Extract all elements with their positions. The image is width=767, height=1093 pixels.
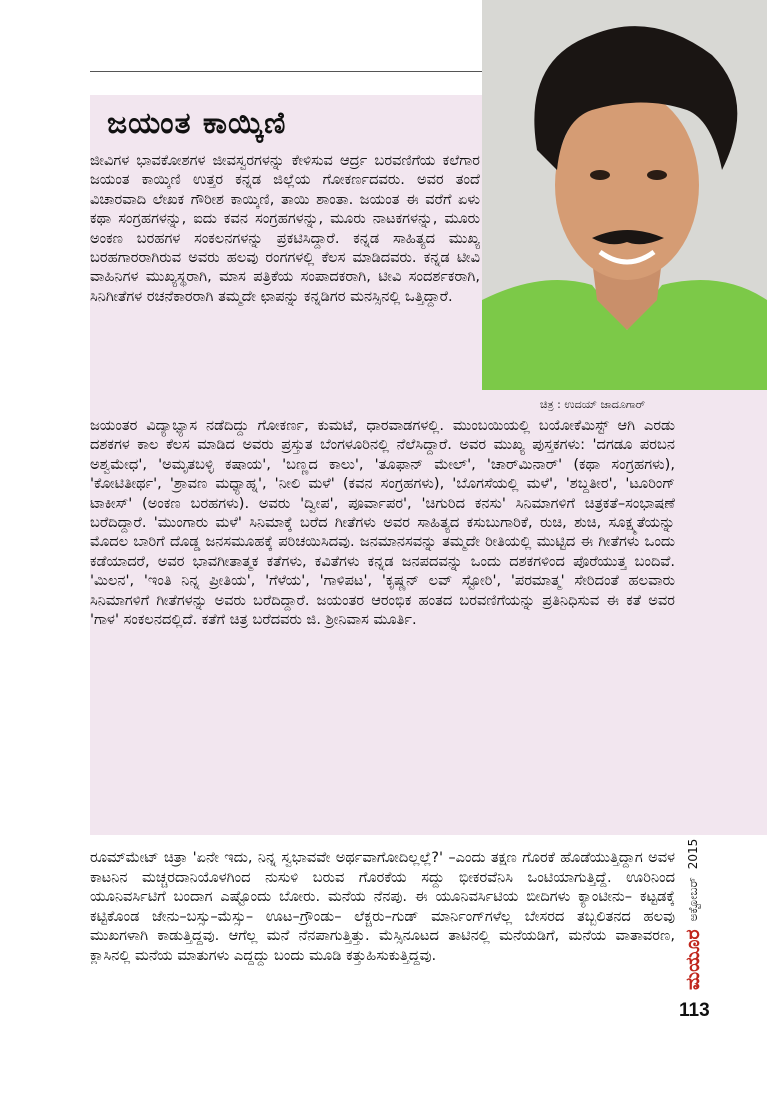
story-opening-paragraph: ರೂಮ್‌ಮೇಟ್ ಚಿತ್ರಾ 'ಏನೇ ಇದು, ನಿನ್ನ ಸ್ವಭಾವವೇ ಅರ್ಥವಾಗೋದಿಲ್ಲಲ್ಲೆ?' –ಎಂದು ತಕ್ಷಣ ಗೊರಕೆ ಹೊಡೆಯುತ್ತಿದ್ದಾಗ ಅವಳ ಕಾಟನಿನ ಮಚ್ಚರದಾನಿಯೊಳಗಿಂದ ನುಸುಳಿ ಬರುವ ಗೊರಕೆಯ ಸದ್ದು ಭೀಕರವೆನಿಸಿ ಒಂಟಿಯಾಗುತ್ತಿದ್ದೆ. ಊರಿನಿಂದ ಯೂನಿವರ್ಸಿಟಿಗೆ ಬಂದಾಗ ಎಷ್ಟೊಂದು ಬೋರು. ಮನೆಯ ನೆನಪು. ಈ ಯೂನಿವರ್ಸಿಟಿಯ ಬೀದಿಗಳು ಕ್ಯಾಂಟೀನು– ಕಟ್ಟಡಕ್ಕೆ ಕಟ್ಟಿಕೊಂಡ ಜೇನು–ಬಸ್ಸು–ಮೆಸ್ಸು– ಊಟ–ಗ್ರೌಂಡು– ಲೆಕ್ಚರು–ಗುಡ್ ಮಾರ್ನಿಂಗ್‌ಗಳೆಲ್ಲ ಬೇಸರದ ತಬ್ಬಲಿತನದ ಹಲವು ಮುಖಗಳಾಗಿ ಕಾಡುತ್ತಿದ್ದವು. ಆಗೆಲ್ಲ ಮನೆ ನೆನಪಾಗುತ್ತಿತ್ತು. ಮೆಸ್ಸಿನೂಟದ ತಾಟಿನಲ್ಲಿ ಮನೆಯಡಿಗೆ, ಮನೆಯ ವಾತಾವರಣ, ಕ್ಲಾಸಿನಲ್ಲಿ ಮನೆಯ ಮಾತುಗಳು ಎದ್ದದ್ದು ಬಂದು ಮೂಡಿ ಕತ್ತುಹಿಸುಕುತ್ತಿದ್ದವು. xyxy=(90,849,675,964)
page-number: 113 xyxy=(679,1000,710,1021)
issue-year: 2015 xyxy=(686,838,700,870)
top-divider-line xyxy=(90,71,482,72)
author-portrait-illustration xyxy=(482,0,767,390)
issue-month: ಅಕ್ಟೋಬರ್ xyxy=(685,877,700,922)
author-name-heading: ಜಯಂತ ಕಾಯ್ಕಿಣಿ xyxy=(107,106,287,141)
photo-credit: ಚಿತ್ರ : ಉದಯ್ ಜಾದೂಗಾರ್ xyxy=(540,398,646,411)
author-photo xyxy=(482,0,767,390)
magazine-footer-vertical xyxy=(680,770,706,990)
author-bio-paragraph-1: ಜೀವಿಗಳ ಭಾವಕೋಶಗಳ ಜೀವಸ್ವರಗಳನ್ನು ಕೇಳಿಸುವ ಆರ್ದ್ರ ಬರವಣಿಗೆಯ ಕಲೆಗಾರ ಜಯಂತ ಕಾಯ್ಕಿಣಿ ಉತ್ತರ ಕನ್ನಡ ಜಿಲ್ಲೆಯ ಗೋಕರ್ಣದವರು. ಅವರ ತಂದೆ ವಿಚಾರವಾದಿ ಲೇಖಕ ಗೌರೀಶ ಕಾಯ್ಕಿಣಿ, ತಾಯಿ ಶಾಂತಾ. ಜಯಂತ ಈ ವರೆಗೆ ಏಳು ಕಥಾ ಸಂಗ್ರಹಗಳನ್ನು, ಐದು ಕವನ ಸಂಗ್ರಹಗಳನ್ನು, ಮೂರು ನಾಟಕಗಳನ್ನು, ಮೂರು ಅಂಕಣ ಬರಹಗಳ ಸಂಕಲನಗಳನ್ನು ಪ್ರಕಟಿಸಿದ್ದಾರೆ. ಕನ್ನಡ ಸಾಹಿತ್ಯದ ಮುಖ್ಯ ಬರಹಗಾರರಾಗಿರುವ ಅವರು ಹಲವು ರಂಗಗಳಲ್ಲಿ ಕೆಲಸ ಮಾಡಿದವರು. ಕನ್ನಡ ಟೀವಿ ವಾಹಿನಿಗಳ ಮುಖ್ಯಸ್ಥರಾಗಿ, ಮಾಸ ಪತ್ರಿಕೆಯ ಸಂಪಾದಕರಾಗಿ, ಟೀವಿ ಸಂದರ್ಶಕರಾಗಿ, ಸಿನಿಗೀತೆಗಳ ರಚನೆಕಾರರಾಗಿ ತಮ್ಮದೇ ಛಾಪನ್ನು ಕನ್ನಡಿಗರ ಮನಸ್ಸಿನಲ್ಲಿ ಒತ್ತಿದ್ದಾರೆ. xyxy=(90,152,480,305)
author-bio-paragraph-2: ಜಯಂತರ ವಿದ್ಯಾಭ್ಯಾಸ ನಡೆದಿದ್ದು ಗೋಕರ್ಣ, ಕುಮಟೆ, ಧಾರವಾಡಗಳಲ್ಲಿ. ಮುಂಬಯಿಯಲ್ಲಿ ಬಯೋಕೆಮಿಸ್ಟ್ ಆಗಿ ಎರಡು ದಶಕಗಳ ಕಾಲ ಕೆಲಸ ಮಾಡಿದ ಅವರು ಪ್ರಸ್ತುತ ಬೆಂಗಳೂರಿನಲ್ಲಿ ನೆಲೆಸಿದ್ದಾರೆ. ಅವರ ಮುಖ್ಯ ಪುಸ್ತಕಗಳು: 'ದಗಡೂ ಪರಬನ ಅಶ್ವಮೇಧ', 'ಅಮೃತಬಳ್ಳಿ ಕಷಾಯ', 'ಬಣ್ಣದ ಕಾಲು', 'ತೂಫಾನ್ ಮೇಲ್', 'ಚಾರ್‌ಮಿನಾರ್' (ಕಥಾ ಸಂಗ್ರಹಗಳು), 'ಕೋಟಿತೀರ್ಥ', 'ಶ್ರಾವಣ ಮಧ್ಯಾಹ್ನ', 'ನೀಲಿ ಮಳೆ' (ಕವನ ಸಂಗ್ರಹಗಳು), 'ಬೊಗಸೆಯಲ್ಲಿ ಮಳೆ', 'ಶಬ್ದತೀರ', 'ಟೂರಿಂಗ್ ಟಾಕೀಸ್' (ಅಂಕಣ ಬರಹಗಳು). ಅವರು 'ದ್ವೀಪ', ಪೂರ್ವಾಪರ', 'ಚಿಗುರಿದ ಕನಸು' ಸಿನಿಮಾಗಳಿಗೆ ಚಿತ್ರಕತೆ–ಸಂಭಾಷಣೆ ಬರೆದಿದ್ದಾರೆ. 'ಮುಂಗಾರು ಮಳೆ' ಸಿನಿಮಾಕ್ಕೆ ಬರೆದ ಗೀತೆಗಳು ಅವರ ಸಾಹಿತ್ಯದ ಕಸುಬುಗಾರಿಕೆ, ರುಚಿ, ಶುಚಿ, ಸೂಕ್ಷ್ಮತೆಯನ್ನು ಮೊದಲ ಬಾರಿಗೆ ದೊಡ್ಡ ಜನಸಮೂಹಕ್ಕೆ ಪರಿಚಯಿಸಿದವು. ಜನಮಾನಸವನ್ನು ತಮ್ಮದೇ ರೀತಿಯಲ್ಲಿ ಮುಟ್ಟಿದ ಈ ಗೀತೆಗಳು ಒಂದು ಕಡೆಯಾದರೆ, ಅವರ ಭಾವಗೀತಾತ್ಮಕ ಕತೆಗಳು, ಕವಿತೆಗಳು ಕನ್ನಡ ಜನಪದವನ್ನು ಒಂದು ದಶಕಗಳಿಂದ ಪೊರೆಯುತ್ತ ಬಂದಿವೆ. 'ಮಿಲನ', 'ಇಂತಿ ನಿನ್ನ ಪ್ರೀತಿಯ', 'ಗೆಳೆಯ', 'ಗಾಳಿಪಟ', 'ಕೃಷ್ಣನ್ ಲವ್ ಸ್ಟೋರಿ', 'ಪರಮಾತ್ಮ' ಸೇರಿದಂತೆ ಹಲವಾರು ಸಿನಿಮಾಗಳಿಗೆ ಗೀತೆಗಳನ್ನು ಅವರು ಬರೆದಿದ್ದಾರೆ. ಜಯಂತರ ಆರಂಭಿಕ ಹಂತದ ಬರವಣಿಗೆಯನ್ನು ಪ್ರತಿನಿಧಿಸುವ ಈ ಕತೆ ಅವರ 'ಗಾಳ' ಸಂಕಲನದಲ್ಲಿದೆ. ಕತೆಗೆ ಚಿತ್ರ ಬರೆದವರು ಜಿ. ಶ್ರೀನಿವಾಸ ಮೂರ್ತಿ. xyxy=(90,417,675,629)
magazine-logo: ಮಯೂರ xyxy=(682,929,704,990)
